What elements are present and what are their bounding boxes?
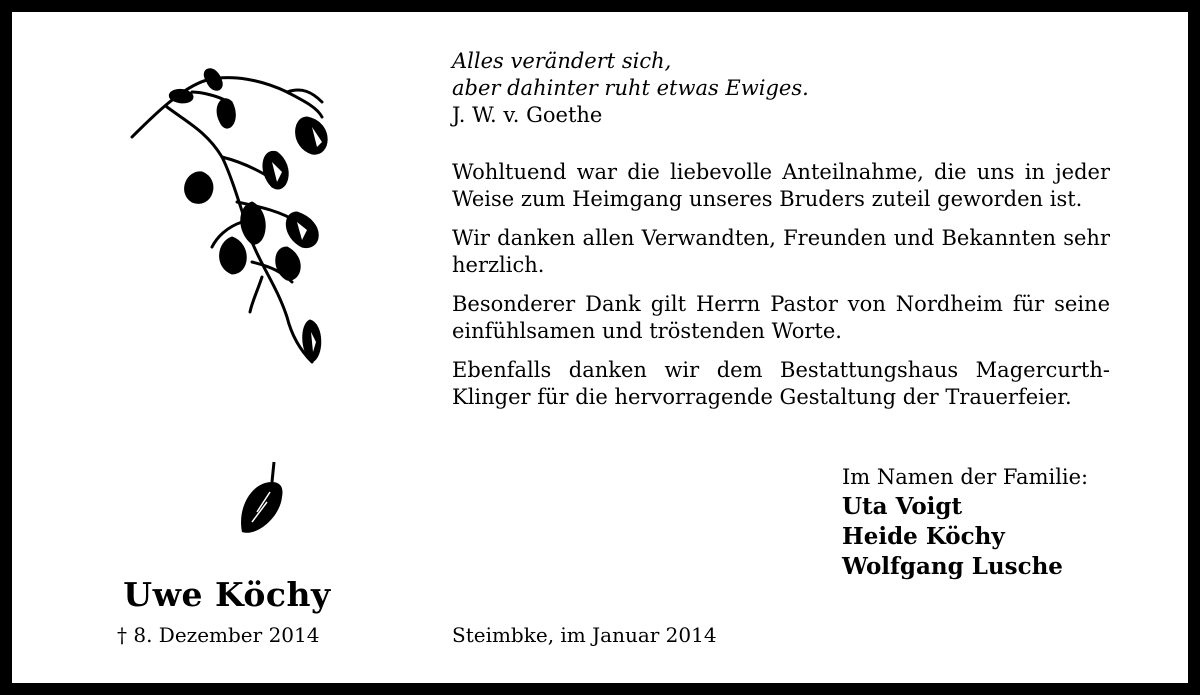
leaf-branch-icon bbox=[112, 62, 372, 382]
signoff-block bbox=[842, 463, 1088, 581]
paragraph: Besonderer Dank gilt Herrn Pastor von Nordheim für seine einfühlsamen und tröstenden Worte. bbox=[452, 292, 1110, 343]
signatory-name: Uta Voigt bbox=[842, 493, 963, 520]
paragraph: Ebenfalls danken wir dem Bestattungshaus Magercurth-Klinger für die hervorragende Gestaltung der Trauerfeier. bbox=[452, 358, 1110, 409]
death-date: † 8. Dezember 2014 bbox=[117, 623, 320, 647]
deceased-name: Uwe Köchy bbox=[123, 575, 331, 614]
quote-line-1: Alles verändert sich, bbox=[452, 49, 672, 73]
signatory-name: Wolfgang Lusche bbox=[842, 553, 1063, 580]
signatory-name: Heide Köchy bbox=[842, 523, 1005, 550]
paragraph: Wohltuend war die liebevolle Anteilnahme, die uns in jeder Weise zum Heimgang unseres Bruders zuteil geworden ist. bbox=[452, 160, 1110, 211]
falling-leaf-icon bbox=[222, 457, 292, 547]
obituary-card bbox=[12, 12, 1188, 683]
quote-line-2: aber dahinter ruht etwas Ewiges. bbox=[452, 76, 809, 100]
quote-author: J. W. v. Goethe bbox=[452, 103, 603, 127]
thanks-text bbox=[452, 159, 1110, 423]
quote-block bbox=[452, 48, 809, 129]
place-date: Steimbke, im Januar 2014 bbox=[452, 623, 717, 647]
signoff-intro: Im Namen der Familie: bbox=[842, 465, 1089, 489]
paragraph: Wir danken allen Verwandten, Freunden und Bekannten sehr herzlich. bbox=[452, 226, 1110, 277]
